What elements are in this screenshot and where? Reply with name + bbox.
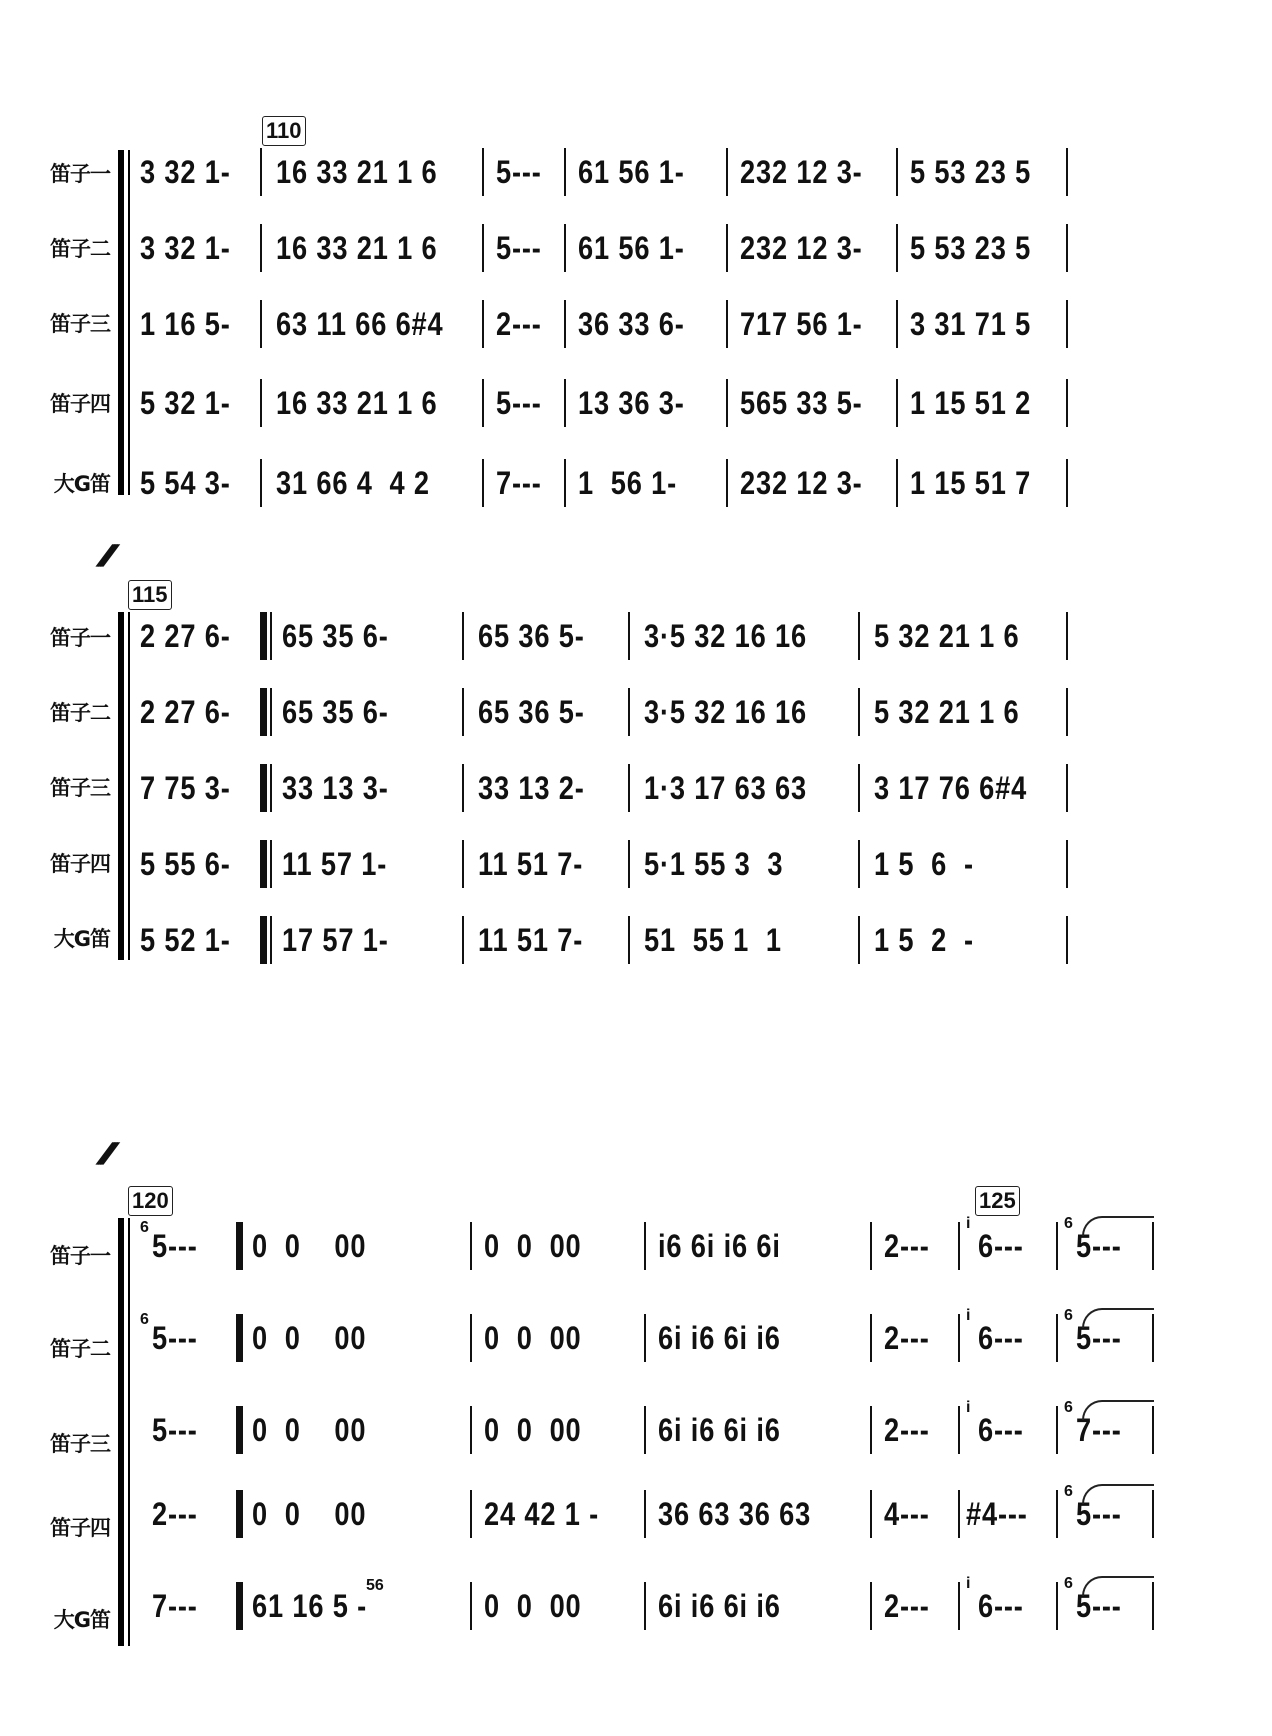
- measure: 61 56 1-: [578, 153, 685, 190]
- slur: [1082, 1308, 1154, 1328]
- barline: [958, 1582, 960, 1630]
- repeat-end-barline: [236, 1582, 243, 1630]
- barline: [958, 1222, 960, 1270]
- grace-note: 6: [1064, 1399, 1073, 1416]
- measure: 2---: [884, 1319, 930, 1356]
- barline: [1066, 459, 1068, 507]
- measure: 63 11 66 6#4: [276, 305, 444, 342]
- grace-note: 6: [1064, 1575, 1073, 1592]
- measure: 5 55 6-: [140, 845, 231, 882]
- barline: [1066, 916, 1068, 964]
- measure: 6---: [978, 1587, 1024, 1624]
- measure: 36 63 36 63: [658, 1495, 812, 1532]
- barline: [564, 224, 566, 272]
- measure: 5 53 23 5: [910, 229, 1032, 266]
- measure: 11 51 7-: [478, 845, 584, 882]
- barline: [870, 1490, 872, 1538]
- staff-big-g-flute: [140, 910, 1272, 970]
- measure: 3 32 1-: [140, 153, 231, 190]
- instrument-label: 笛子一: [50, 1244, 110, 1268]
- measure: 6---: [978, 1227, 1024, 1264]
- measure: 232 12 3-: [740, 153, 863, 190]
- measure: 5---: [496, 153, 542, 190]
- barline: [644, 1406, 646, 1454]
- barline: [564, 459, 566, 507]
- barline: [462, 840, 464, 888]
- instrument-label: 大G笛: [53, 472, 110, 496]
- barline: [858, 612, 860, 660]
- measure: 232 12 3-: [740, 464, 863, 501]
- measure: 13 36 3-: [578, 384, 685, 421]
- measure: 0 0 00: [252, 1411, 367, 1448]
- measure: 1 15 51 7: [910, 464, 1032, 501]
- barline: [470, 1314, 472, 1362]
- system-brace: [118, 612, 124, 960]
- measure: 5 54 3-: [140, 464, 231, 501]
- measure: 3 17 76 6#4: [874, 769, 1028, 806]
- barline: [628, 612, 630, 660]
- barline: [896, 224, 898, 272]
- measure: 0 0 00: [252, 1495, 367, 1532]
- measure: 5---: [496, 384, 542, 421]
- measure: 3·5 32 16 16: [644, 617, 807, 654]
- staff-flute-1: [140, 1216, 1272, 1276]
- measure: 31 66 4 4 2: [276, 464, 430, 501]
- system-brace: [118, 1218, 124, 1646]
- system-brace-line: [128, 1218, 130, 1646]
- barline: [470, 1582, 472, 1630]
- measure: 5---: [152, 1227, 198, 1264]
- barline: [644, 1314, 646, 1362]
- measure: 6---: [978, 1411, 1024, 1448]
- barline: [1152, 1582, 1154, 1630]
- instrument-label: 笛子三: [50, 1432, 110, 1456]
- slur: [1082, 1400, 1154, 1420]
- measure: 5·1 55 3 3: [644, 845, 784, 882]
- staff-flute-1: [140, 606, 1272, 666]
- instrument-label: 笛子一: [50, 626, 110, 650]
- barline: [260, 459, 262, 507]
- barline: [628, 688, 630, 736]
- grace-note: i: [966, 1215, 971, 1232]
- barline: [628, 916, 630, 964]
- staff-flute-3: [140, 758, 1272, 818]
- barline: [858, 840, 860, 888]
- barline: [1056, 1490, 1058, 1538]
- staff-flute-2: [140, 218, 1272, 278]
- measure: 5---: [152, 1319, 198, 1356]
- barline: [870, 1222, 872, 1270]
- measure: 5---: [496, 229, 542, 266]
- slur: [1082, 1216, 1154, 1236]
- measure: 5 52 1-: [140, 921, 231, 958]
- measure: 61 16 5 -: [252, 1587, 368, 1624]
- barline: [726, 459, 728, 507]
- measure: 3·5 32 16 16: [644, 693, 807, 730]
- repeat-end-barline: [236, 1222, 243, 1270]
- barline: [1066, 224, 1068, 272]
- barline: [482, 379, 484, 427]
- barline: [1056, 1314, 1058, 1362]
- barline: [1066, 300, 1068, 348]
- measure: 16 33 21 1 6: [276, 384, 438, 421]
- measure: 1 16 5-: [140, 305, 231, 342]
- barline: [958, 1314, 960, 1362]
- measure: 5---: [1076, 1495, 1122, 1532]
- barline: [726, 379, 728, 427]
- instrument-label: 笛子四: [50, 392, 110, 416]
- measure: 5 32 21 1 6: [874, 617, 1020, 654]
- repeat-start-barline-thin: [270, 612, 272, 660]
- measure: 16 33 21 1 6: [276, 153, 438, 190]
- measure: 565 33 5-: [740, 384, 863, 421]
- barline: [470, 1490, 472, 1538]
- barline: [726, 148, 728, 196]
- measure: 2---: [496, 305, 542, 342]
- barline: [482, 459, 484, 507]
- repeat-start-barline-thin: [270, 688, 272, 736]
- system-brace-line: [128, 150, 130, 495]
- barline: [896, 379, 898, 427]
- grace-note: 6: [140, 1219, 149, 1236]
- measure: 65 35 6-: [282, 693, 389, 730]
- barline: [628, 764, 630, 812]
- measure: 2 27 6-: [140, 693, 231, 730]
- barline: [870, 1314, 872, 1362]
- rehearsal-mark: 125: [975, 1186, 1020, 1216]
- instrument-label: 大G笛: [53, 927, 110, 951]
- measure: 5---: [1076, 1587, 1122, 1624]
- staff-flute-3: [140, 1400, 1272, 1460]
- measure: 6---: [978, 1319, 1024, 1356]
- barline: [1066, 379, 1068, 427]
- barline: [564, 300, 566, 348]
- measure: 232 12 3-: [740, 229, 863, 266]
- barline: [858, 916, 860, 964]
- measure: 5 32 21 1 6: [874, 693, 1020, 730]
- barline: [870, 1406, 872, 1454]
- barline: [896, 148, 898, 196]
- grace-note: i: [966, 1575, 971, 1592]
- instrument-label: 笛子四: [50, 852, 110, 876]
- measure: 3 32 1-: [140, 229, 231, 266]
- measure: #4---: [966, 1495, 1028, 1532]
- instrument-label: 笛子二: [50, 1337, 110, 1361]
- section-slashes: ///: [94, 1138, 114, 1171]
- barline: [870, 1582, 872, 1630]
- measure: 5 32 1-: [140, 384, 231, 421]
- instrument-label: 笛子二: [50, 701, 110, 725]
- measure: 717 56 1-: [740, 305, 863, 342]
- measure: 36 33 6-: [578, 305, 685, 342]
- measure: 33 13 3-: [282, 769, 389, 806]
- instrument-label: 笛子三: [50, 312, 110, 336]
- repeat-end-barline: [236, 1314, 243, 1362]
- barline: [1066, 688, 1068, 736]
- staff-flute-3: [140, 294, 1272, 354]
- barline: [564, 148, 566, 196]
- measure: 0 0 00: [484, 1319, 582, 1356]
- barline: [896, 300, 898, 348]
- staff-flute-2: [140, 1308, 1272, 1368]
- measure: 1 5 6 -: [874, 845, 974, 882]
- barline: [628, 840, 630, 888]
- barline: [958, 1490, 960, 1538]
- instrument-label: 笛子四: [50, 1516, 110, 1540]
- measure: 0 0 00: [484, 1227, 582, 1264]
- rehearsal-mark: 110: [262, 116, 306, 146]
- barline: [482, 300, 484, 348]
- measure: 11 57 1-: [282, 845, 388, 882]
- barline: [564, 379, 566, 427]
- measure: 7---: [152, 1587, 198, 1624]
- staff-big-g-flute: [140, 1576, 1272, 1636]
- staff-flute-1: [140, 142, 1272, 202]
- measure: 2---: [884, 1411, 930, 1448]
- measure: 5---: [152, 1411, 198, 1448]
- measure: 33 13 2-: [478, 769, 585, 806]
- grace-note: 6: [140, 1311, 149, 1328]
- measure: 7---: [1076, 1411, 1122, 1448]
- barline: [958, 1406, 960, 1454]
- section-slashes: ///: [94, 540, 114, 573]
- measure: 5 53 23 5: [910, 153, 1032, 190]
- measure: i6 6i i6 6i: [658, 1227, 781, 1264]
- staff-flute-2: [140, 682, 1272, 742]
- barline: [1066, 612, 1068, 660]
- measure: 0 0 00: [252, 1227, 367, 1264]
- barline: [260, 379, 262, 427]
- measure: 7 75 3-: [140, 769, 231, 806]
- grace-note: i: [966, 1399, 971, 1416]
- barline: [1066, 764, 1068, 812]
- measure: 2 27 6-: [140, 617, 231, 654]
- barline: [1152, 1490, 1154, 1538]
- measure: 65 36 5-: [478, 693, 585, 730]
- measure: 11 51 7-: [478, 921, 584, 958]
- instrument-label: 大G笛: [53, 1608, 110, 1632]
- barline: [260, 300, 262, 348]
- instrument-label: 笛子一: [50, 162, 110, 186]
- barline: [1152, 1222, 1154, 1270]
- measure: 1 15 51 2: [910, 384, 1032, 421]
- instrument-label: 笛子三: [50, 776, 110, 800]
- barline: [462, 612, 464, 660]
- measure: 2---: [884, 1587, 930, 1624]
- barline: [482, 148, 484, 196]
- repeat-start-barline-thin: [270, 916, 272, 964]
- barline: [260, 224, 262, 272]
- grace-note: i: [966, 1307, 971, 1324]
- repeat-start-barline: [260, 612, 267, 660]
- repeat-start-barline-thin: [270, 764, 272, 812]
- rehearsal-mark: 115: [128, 580, 172, 610]
- barline: [462, 764, 464, 812]
- system-brace: [118, 150, 124, 495]
- rehearsal-mark: 120: [128, 1186, 173, 1216]
- barline: [462, 916, 464, 964]
- measure: 2---: [152, 1495, 198, 1532]
- barline: [462, 688, 464, 736]
- barline: [470, 1222, 472, 1270]
- barline: [260, 148, 262, 196]
- barline: [858, 764, 860, 812]
- system-brace-line: [128, 612, 130, 960]
- measure: 6i i6 6i i6: [658, 1411, 781, 1448]
- grace-note: 6: [1064, 1307, 1073, 1324]
- barline: [1056, 1406, 1058, 1454]
- repeat-end-barline: [236, 1490, 243, 1538]
- measure: 65 36 5-: [478, 617, 585, 654]
- measure: 7---: [496, 464, 542, 501]
- repeat-start-barline: [260, 764, 267, 812]
- measure: 1·3 17 63 63: [644, 769, 807, 806]
- staff-flute-4: [140, 373, 1272, 433]
- measure: 5---: [1076, 1227, 1122, 1264]
- grace-note: 6: [1064, 1483, 1073, 1500]
- instrument-label: 笛子二: [50, 237, 110, 261]
- slur: [1082, 1576, 1154, 1596]
- barline: [470, 1406, 472, 1454]
- repeat-start-barline: [260, 916, 267, 964]
- barline: [482, 224, 484, 272]
- slur: [1082, 1484, 1154, 1504]
- measure: 3 31 71 5: [910, 305, 1032, 342]
- barline: [644, 1582, 646, 1630]
- barline: [1152, 1314, 1154, 1362]
- repeat-start-barline-thin: [270, 840, 272, 888]
- measure: 16 33 21 1 6: [276, 229, 438, 266]
- measure: 17 57 1-: [282, 921, 389, 958]
- measure: 0 0 00: [252, 1319, 367, 1356]
- grace-note: 56: [366, 1577, 384, 1594]
- measure: 24 42 1 -: [484, 1495, 600, 1532]
- barline: [896, 459, 898, 507]
- staff-flute-4: [140, 834, 1272, 894]
- measure: 51 55 1 1: [644, 921, 782, 958]
- barline: [644, 1222, 646, 1270]
- measure: 1 56 1-: [578, 464, 678, 501]
- staff-big-g-flute: [140, 453, 1272, 513]
- barline: [726, 224, 728, 272]
- measure: 1 5 2 -: [874, 921, 974, 958]
- measure: 0 0 00: [484, 1587, 582, 1624]
- measure: 65 35 6-: [282, 617, 389, 654]
- barline: [1066, 148, 1068, 196]
- repeat-start-barline: [260, 688, 267, 736]
- measure: 6i i6 6i i6: [658, 1587, 781, 1624]
- repeat-start-barline: [260, 840, 267, 888]
- barline: [1056, 1222, 1058, 1270]
- measure: 6i i6 6i i6: [658, 1319, 781, 1356]
- measure: 4---: [884, 1495, 930, 1532]
- barline: [644, 1490, 646, 1538]
- barline: [1066, 840, 1068, 888]
- repeat-end-barline: [236, 1406, 243, 1454]
- measure: 61 56 1-: [578, 229, 685, 266]
- staff-flute-4: [140, 1484, 1272, 1544]
- measure: 5---: [1076, 1319, 1122, 1356]
- measure: 0 0 00: [484, 1411, 582, 1448]
- barline: [1152, 1406, 1154, 1454]
- measure: 2---: [884, 1227, 930, 1264]
- barline: [858, 688, 860, 736]
- barline: [726, 300, 728, 348]
- grace-note: 6: [1064, 1215, 1073, 1232]
- barline: [1056, 1582, 1058, 1630]
